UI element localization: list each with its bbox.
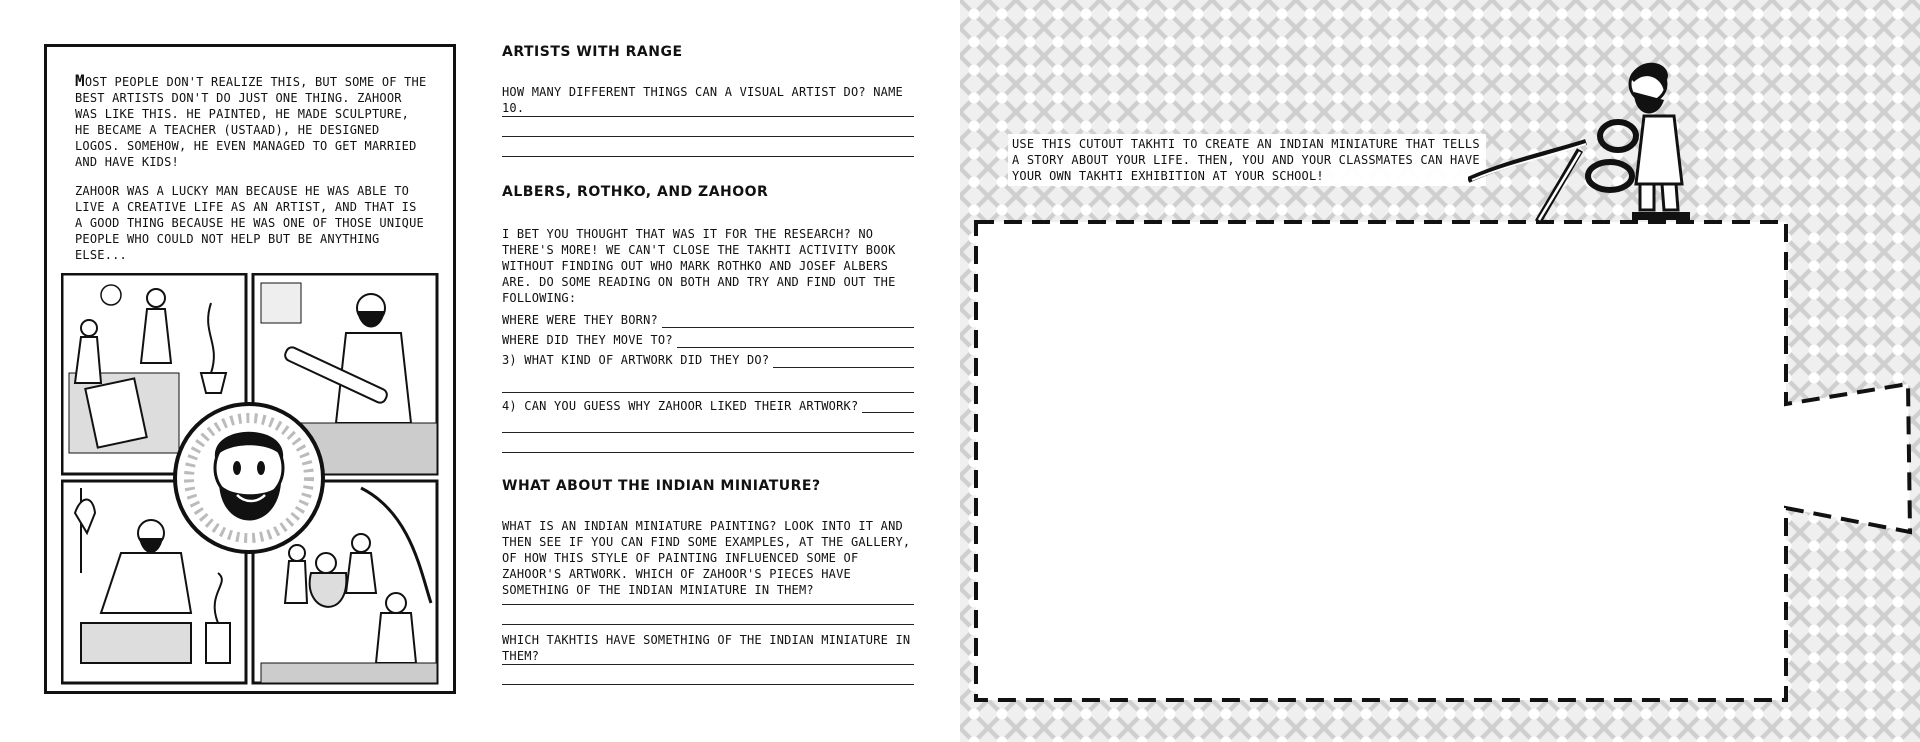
- scissor-handle: [1600, 122, 1636, 150]
- heading-indian-miniature-text: WHAT ABOUT THE INDIAN MINIATURE: [502, 478, 812, 494]
- question-label: 3) WHAT KIND OF ARTWORK DID THEY DO?: [502, 353, 770, 367]
- prompt-artists-with-range: HOW MANY DIFFERENT THINGS CAN A VISUAL ARTIST DO? NAME 10.: [502, 85, 903, 115]
- answer-line[interactable]: [502, 684, 914, 685]
- answer-line[interactable]: [773, 355, 914, 368]
- heading-artists-with-range: ARTISTS WITH RANGE: [502, 44, 683, 60]
- story-paragraph-1-text: OST PEOPLE DON'T REALIZE THIS, BUT SOME OF THE BEST ARTISTS DON'T DO JUST ONE THING. ZAHOOR WAS LIKE THIS. HE PAINTED, HE MADE SCULPTURE, HE BECAME A TEACHER (USTAAD), HE DESIGNED LOGOS. SOMEHOW, HE EVEN MANAGED TO GET MARRIED AND HAVE KIDS!: [75, 75, 427, 169]
- prompt-albers-rothko: I BET YOU THOUGHT THAT WAS IT FOR THE RESEARCH? NO THERE'S MORE! WE CAN'T CLOSE THE TAKHTI ACTIVITY BOOK WITHOUT FINDING OUT WHO MARK ROTHKO AND JOSEF ALBERS ARE. DO SOME READING ON BOTH AND TRY AND FIND OUT THE FOLLOWING:: [502, 227, 896, 305]
- scissor-handle: [1588, 162, 1632, 190]
- answer-line[interactable]: [502, 604, 914, 605]
- heading-albers-rothko: ALBERS, ROTHKO, AND ZAHOOR: [502, 184, 769, 200]
- heading-question-mark: ?: [812, 478, 821, 494]
- heading-indian-miniature: [502, 478, 821, 494]
- cutout-dashed-outline[interactable]: [976, 222, 1910, 700]
- story-paragraph-1: [75, 73, 431, 170]
- question-label: 4) CAN YOU GUESS WHY ZAHOOR LIKED THEIR ARTWORK?: [502, 399, 859, 413]
- answer-line[interactable]: [502, 624, 914, 625]
- story-paragraph-2: ZAHOOR WAS A LUCKY MAN BECAUSE HE WAS ABLE TO LIVE A CREATIVE LIFE AS AN ARTIST, AND THAT IS A GOOD THING BECAUSE HE WAS ONE OF THOSE UNIQUE PEOPLE WHO COULD NOT HELP BUT BE ANYTHING ELSE...: [75, 184, 424, 262]
- answer-line[interactable]: [502, 664, 914, 665]
- question-label: WHERE DID THEY MOVE TO?: [502, 333, 673, 347]
- answer-line[interactable]: [662, 315, 914, 328]
- drop-cap: M: [75, 71, 85, 90]
- artist-face-icon: [175, 404, 323, 552]
- answer-line[interactable]: [502, 136, 914, 137]
- question-label: WHERE WERE THEY BORN?: [502, 313, 658, 327]
- question-row: [502, 312, 914, 328]
- prompt-takhtis-miniature: WHICH TAKHTIS HAVE SOMETHING OF THE INDIAN MINIATURE IN THEM?: [502, 633, 911, 663]
- answer-line[interactable]: [502, 116, 914, 117]
- answer-line[interactable]: [502, 452, 914, 453]
- answer-line[interactable]: [502, 432, 914, 433]
- question-row: [502, 332, 914, 348]
- takhti-cutout[interactable]: [960, 0, 1920, 742]
- activity-instructions: USE THIS CUTOUT TAKHTI TO CREATE AN INDIAN MINIATURE THAT TELLS A STORY ABOUT YOUR LIFE. THEN, YOU AND YOUR CLASSMATES CAN HAVE YOUR OWN TAKHTI EXHIBITION AT YOUR SCHOOL!: [1008, 134, 1486, 186]
- question-row: [502, 352, 914, 368]
- artist-character: [1630, 63, 1690, 220]
- answer-line[interactable]: [502, 156, 914, 157]
- story-box: [44, 44, 456, 694]
- answer-line[interactable]: [862, 412, 914, 413]
- answer-line[interactable]: [677, 335, 914, 348]
- prompt-indian-miniature: WHAT IS AN INDIAN MINIATURE PAINTING? LOOK INTO IT AND THEN SEE IF YOU CAN FIND SOME EXAMPLES, AT THE GALLERY, OF HOW THIS STYLE OF PAINTING INFLUENCED SOME OF ZAHOOR'S ARTWORK. WHICH OF ZAHOOR'S PIECES HAVE SOMETHING OF THE INDIAN MINIATURE IN THEM?: [502, 519, 911, 597]
- comic-illustration: [61, 273, 439, 685]
- answer-line[interactable]: [502, 392, 914, 393]
- scissors-icon: [1468, 62, 1738, 228]
